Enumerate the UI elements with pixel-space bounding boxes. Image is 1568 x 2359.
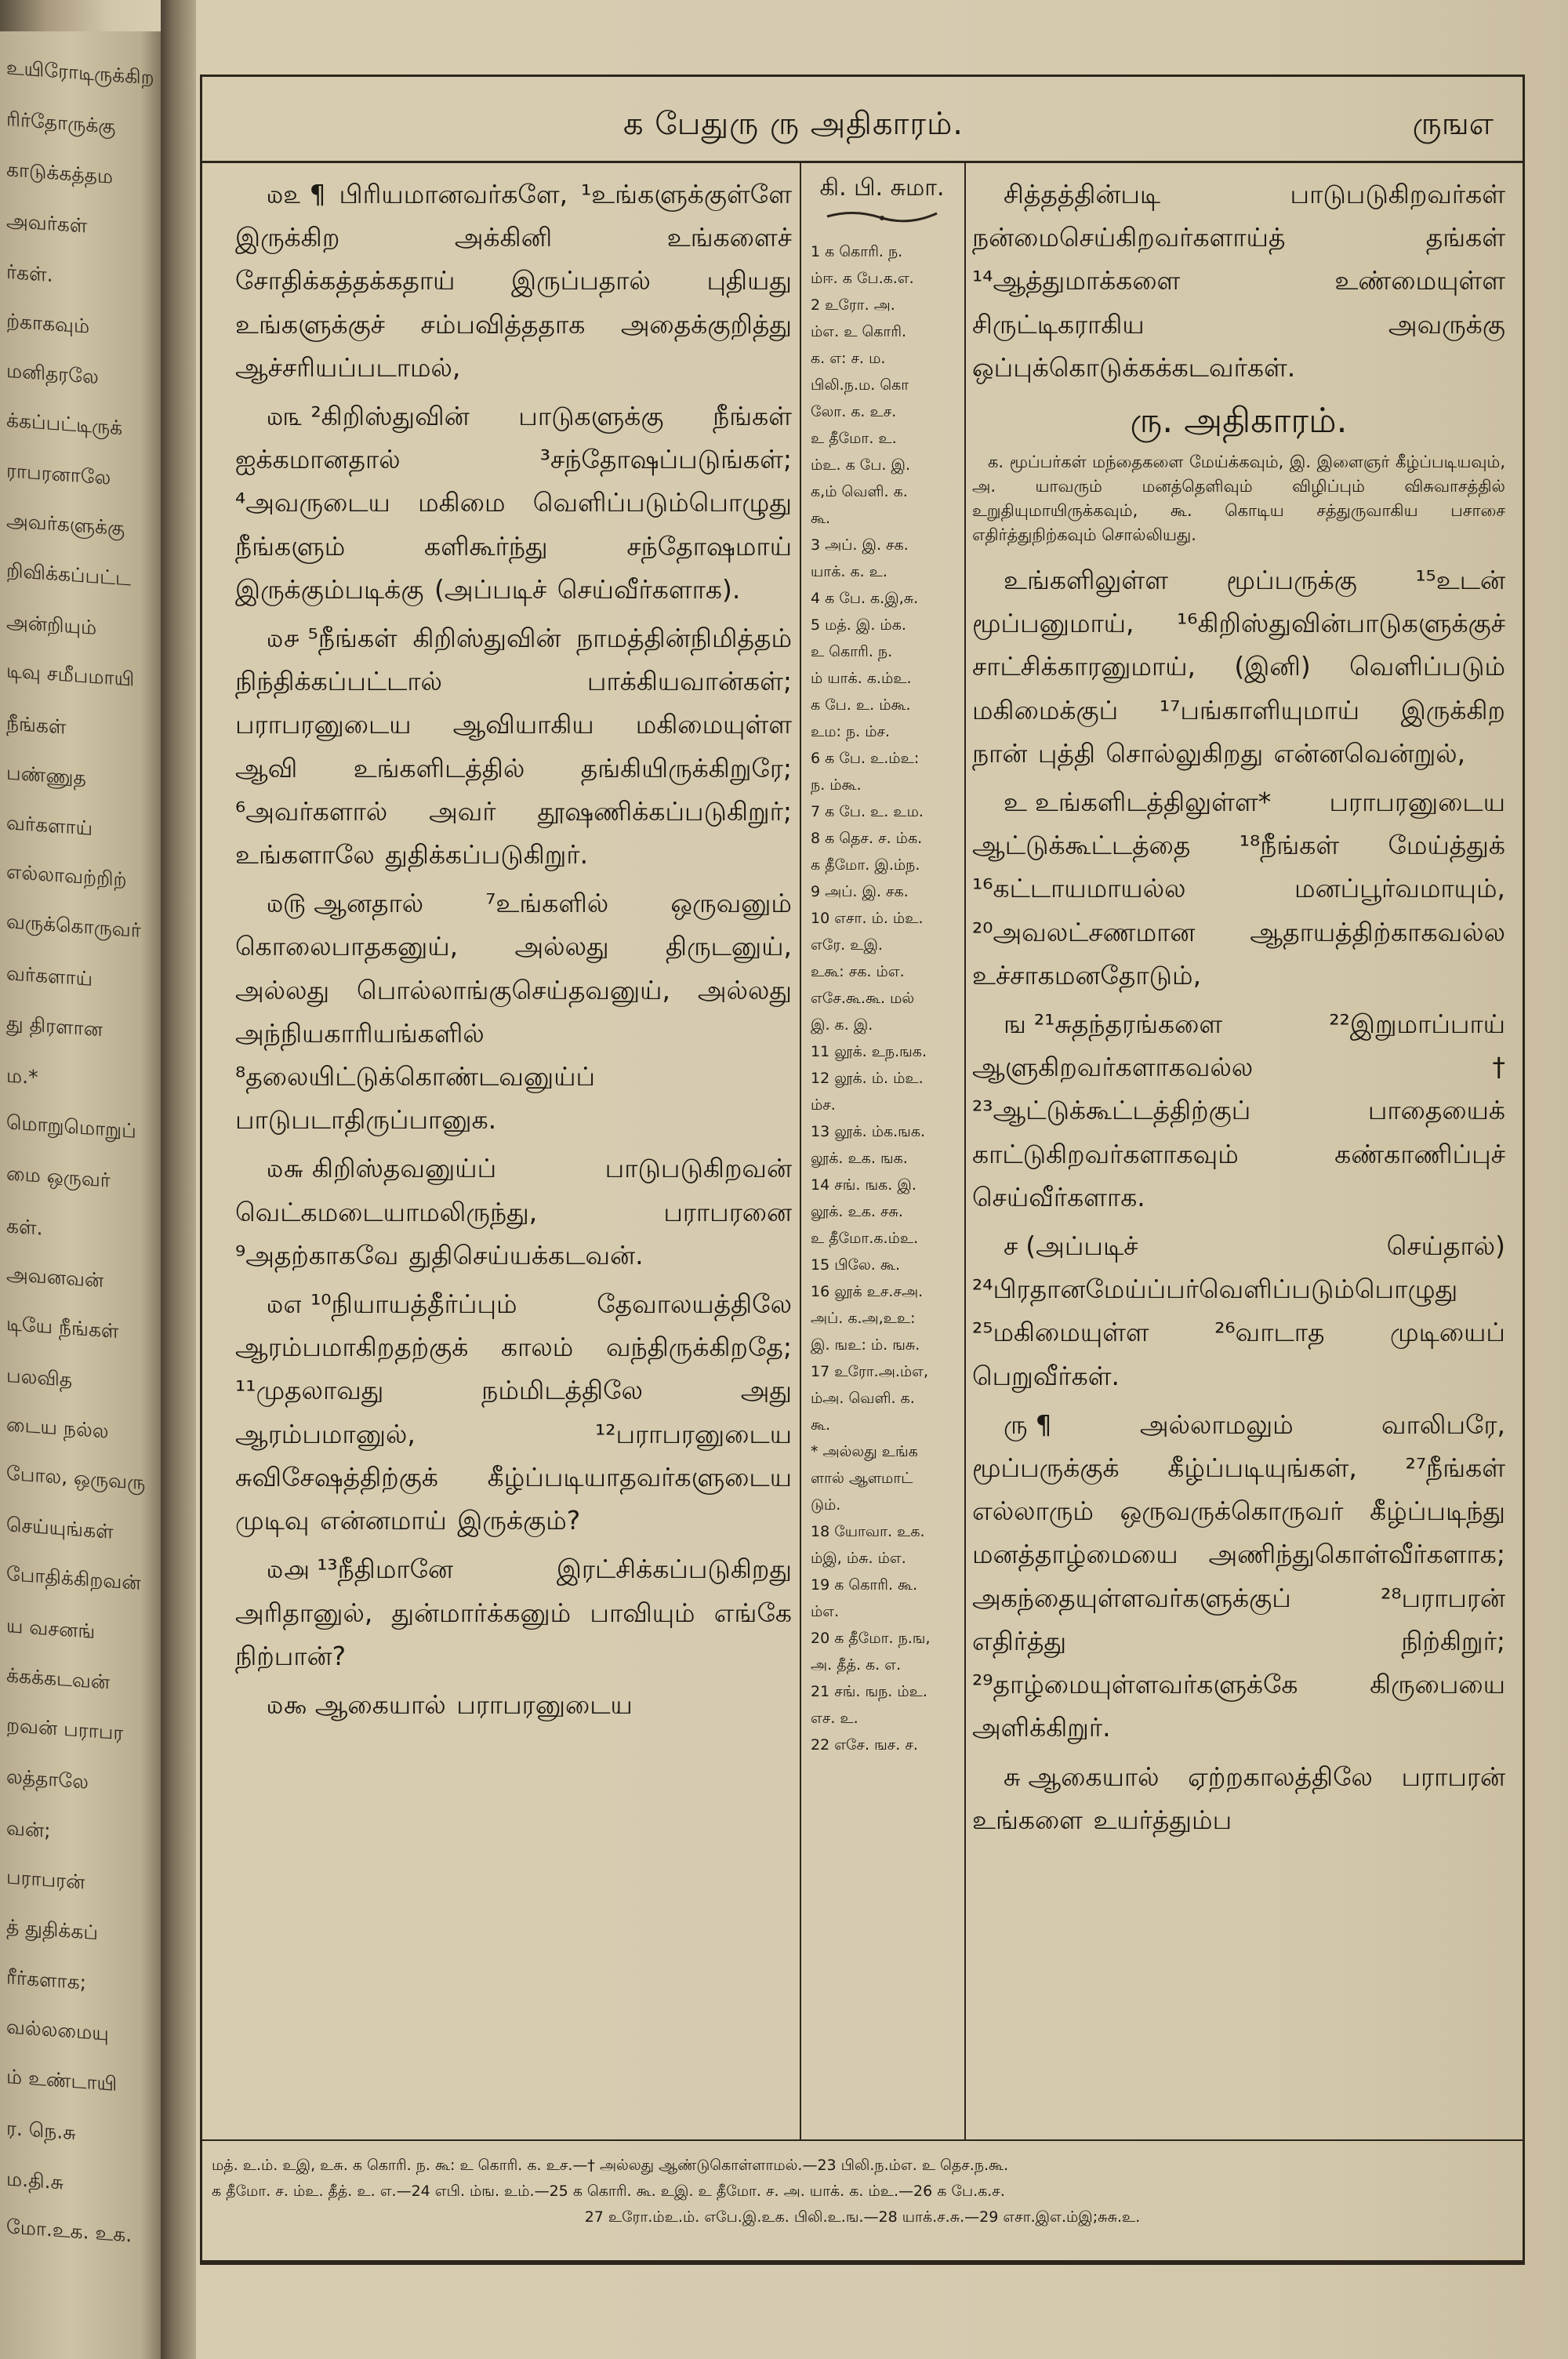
facing-page-text-fragment: எல்லாவற்றிற் — [6, 860, 127, 892]
verse — [235, 1683, 792, 1726]
verse — [972, 1403, 1505, 1750]
facing-page-text-fragment: மொறுமொறுப் — [6, 1110, 136, 1143]
verse-text: ஆகையால் ஏற்றகாலத்திலே பராபரன் உங்களை உயர்த்தும்ப — [972, 1761, 1505, 1835]
cross-reference-entry: 9 அப். இ. சக. — [811, 883, 909, 900]
verse-text: ⁵நீங்கள் கிறிஸ்துவின் நாமத்தின்நிமித்தம் நிந்திக்கப்பட்டால் பாக்கியவான்கள்; பராபரனுடைய ஆவியாகிய மகிமையுள்ள ஆவி உங்களிடத்தில் தங்கியிருக்கிறுரே; ⁶அவர்களால் அவர் தூஷணிக்கப்படுகிறுர்; உங்களாலே துதிக்கப்படுகிறுர். — [235, 623, 792, 871]
cross-reference-entry: எசே.கூ.கூ. மல் — [811, 990, 915, 1007]
verse-text: ஆனதால் ⁷உங்களில் ஒருவனும் கொலைபாதகனுய், அல்லது திருடனுய், அல்லது பொல்லாங்குசெய்தவனுய், அல்லது அந்நியகாரியங்களில் ⁸தலையிட்டுக்கொண்டவனுய்ப் பாடுபடாதிருப்பானுக. — [235, 888, 792, 1136]
cross-reference-entry: 12 லூக். ம். ம்உ. — [811, 1070, 924, 1087]
cross-reference-entry: பிலி.ந.ம. கொ — [811, 376, 909, 394]
verse — [235, 394, 792, 611]
facing-page-text-fragment: க்கப்பட்டிருக் — [6, 408, 123, 440]
verse — [235, 1282, 792, 1542]
cross-reference-entry: 19 க கொரி. கூ. — [811, 1576, 918, 1594]
cross-reference-entry: 21 சங். ஙந. ம்உ. — [811, 1683, 927, 1700]
cross-reference-entry: 18 யோவா. உக. — [811, 1523, 925, 1540]
cross-reference-entry: 8 க தெச. ச. ம்க. — [811, 830, 923, 847]
cross-reference-entry: ம்ச. — [811, 1096, 836, 1114]
cross-reference-entry: கூ. — [811, 510, 831, 527]
verse-text: உங்களிலுள்ள மூப்பருக்கு ¹⁵உடன் மூப்பனுமாய், ¹⁶கிறிஸ்துவின்பாடுகளுக்குச் சாட்சிக்காரனுமாய், (இனி) வெளிப்படும் மகிமைக்குப் ¹⁷பங்காளியுமாய் இருக்கிற நான் புத்தி சொல்லுகிறது என்னவென்றுல், — [972, 565, 1505, 769]
facing-page-text-fragment: து திரளான — [6, 1011, 103, 1041]
verse — [235, 1147, 792, 1277]
verse — [972, 1002, 1505, 1219]
cross-reference-entry: ம்ஈ. க பே.க.எ. — [811, 270, 914, 287]
verse-text: ¹³நீதிமானே இரட்சிக்கப்படுகிறது அரிதானுல், துன்மார்க்கனும் பாவியும் எங்கே நிற்பான்? — [235, 1554, 792, 1671]
facing-page-text-fragment: வல்லமையு — [6, 2015, 109, 2045]
facing-page-text-fragment: பண்ணுத — [6, 761, 86, 790]
facing-page-text-fragment: ரிர்தோருக்கு — [6, 107, 116, 138]
facing-page-text-fragment: கள். — [6, 1214, 43, 1240]
verse-number: ௰௯ — [267, 1688, 307, 1720]
verse-text: உங்களிடத்திலுள்ள* பராபரனுடைய ஆட்டுக்கூட்டத்தை ¹⁸நீங்கள் மேய்த்துக் ¹⁶கட்டாயமாயல்ல மனப்பூர்வமாயும், ²⁰அவலட்சணமான ஆதாயத்திற்காகவல்ல உச்சாகமனதோடும், — [972, 787, 1505, 990]
verse-number: சு — [1004, 1761, 1021, 1792]
verse-number: ச — [1004, 1230, 1018, 1262]
verse-text: சித்தத்தின்படி பாடுபடுகிறவர்கள் நன்மைசெய்கிறவர்களாய்த் தங்கள் ¹⁴ஆத்துமாக்களை உண்மையுள்ள சிருட்டிகராகிய அவருக்கு ஒப்புக்கொடுக்கக்கடவர்கள். — [972, 179, 1505, 383]
chapter-heading: ரு. அதிகாரம். — [1130, 401, 1348, 442]
cross-reference-entry: 22 எசே. ஙச. ச. — [811, 1736, 918, 1754]
facing-page-edge — [0, 31, 169, 2359]
cross-reference-entry: 4 க பே. க.இ,சு. — [811, 590, 919, 607]
verse-text: (அப்படிச் செய்தால்) ²⁴பிரதானமேய்ப்பர்வெளிப்படும்பொழுது ²⁵மகிமையுள்ள ²⁶வாடாத முடியைப் பெறுவீர்கள். — [972, 1230, 1505, 1391]
frame-border-right — [1523, 75, 1525, 2263]
facing-page-text-fragment: றவன் பராபர — [6, 1713, 124, 1745]
facing-page-text-fragment: ர. நெ.சு — [6, 2116, 76, 2145]
verse-number: ௰௪ — [267, 623, 300, 654]
verse-text: கிறிஸ்தவனுய்ப் பாடுபடுகிறவன் வெட்கமடையாமலிருந்து, பராபரனை ⁹அதற்காகவே துதிசெய்யக்கடவன். — [235, 1153, 792, 1270]
bible-page — [200, 75, 1525, 2263]
cross-reference-entry: அப். க.அ,உஉ: — [811, 1310, 916, 1327]
verse-number: ௰௮ — [267, 1554, 310, 1585]
verse-text: ¹⁰நியாயத்தீர்ப்பும் தேவாலயத்திலே ஆரம்பமாகிறதற்குக் காலம் வந்திருக்கிறதே; ¹¹முதலாவது நம்மிடத்திலே அது ஆரம்பமானுல், ¹²பராபரனுடைய சுவிசேஷத்திற்குக் கீழ்ப்படியாதவர்களுடைய முடிவு என்னமாய் இருக்கும்? — [235, 1289, 792, 1536]
cross-reference-entry: 11 லூக். உந.ஙக. — [811, 1043, 927, 1060]
cross-reference-column — [800, 173, 964, 1760]
facing-page-text-fragment: மனிதரலே — [6, 358, 99, 389]
verse-text: ²கிறிஸ்துவின் பாடுகளுக்கு நீங்கள் ஐக்கமானதால் ³சந்தோஷப்படுங்கள்; ⁴அவருடைய மகிமை வெளிப்படும்பொழுது நீங்களும் களிகூர்ந்து சந்தோஷமாய் இருக்கும்படிக்கு (அப்படிச் செய்வீர்களாக). — [235, 401, 792, 605]
cross-reference-entry: டும். — [811, 1496, 841, 1514]
facing-page-text-fragment: அவர்களுக்கு — [6, 508, 125, 540]
cross-reference-entry: 15 பிலே. கூ. — [811, 1256, 900, 1274]
verse-text: ஆகையால் பராபரனுடைய — [314, 1688, 633, 1720]
cross-reference-entry: 2 உரோ. அ. — [811, 296, 895, 314]
cross-reference-entry: யாக். க. உ. — [811, 563, 887, 580]
cross-reference-entry: உ தீமோ.க.ம்உ. — [811, 1230, 919, 1247]
facing-page-text-fragment: போதிக்கிறவன் — [6, 1562, 141, 1594]
left-text-column — [235, 173, 792, 1732]
cross-reference-entry: லோ. க. உச. — [811, 403, 897, 420]
page-header — [200, 75, 1525, 161]
facing-page-text-fragment: ம.* — [6, 1063, 38, 1089]
cross-reference-title: கி. பி. சுமா. — [819, 174, 945, 202]
verse-number: ௰௩ — [267, 401, 303, 432]
facing-page-text-fragment: ராபரனாலே — [6, 459, 111, 489]
cross-reference-entry: ளால் ஆளமாட் — [811, 1470, 913, 1487]
facing-page-text-fragment: லத்தாலே — [6, 1765, 89, 1794]
cross-reference-list — [800, 240, 964, 1757]
cross-reference-entry: லூக். உக. ஙக. — [811, 1150, 908, 1167]
facing-page-text-fragment: ரீர்களாக; — [6, 1965, 87, 1994]
cross-reference-entry: எச. உ. — [811, 1710, 858, 1727]
verses-before-chapter — [972, 173, 1505, 389]
verse-number: ரு — [1004, 1408, 1028, 1440]
verse — [972, 1755, 1505, 1841]
right-text-column — [972, 173, 1505, 1847]
cross-reference-entry: உம: ந. ம்ச. — [811, 723, 891, 740]
verse-number: ங — [1004, 1009, 1026, 1040]
cross-reference-entry: 3 அப். இ. சக. — [811, 536, 909, 554]
facing-page-text-fragment: டிவு சமீபமாயி — [6, 659, 135, 691]
cross-reference-entry: ம்எ. — [811, 1603, 840, 1620]
cross-reference-entry: 5 மத். இ. ம்க. — [811, 616, 906, 634]
running-title: க பேதுரு ரு அதிகாரம். — [623, 106, 964, 142]
cross-reference-entry: ம் யாக். க.ம்உ. — [811, 670, 912, 687]
cross-reference-entry: எரே. உஇ. — [811, 936, 883, 954]
footnotes — [212, 2153, 1513, 2230]
facing-page-text-fragment: ர்கள். — [6, 260, 53, 287]
cross-reference-entry: உகூ: சக. ம்எ. — [811, 963, 905, 980]
verse — [972, 558, 1505, 775]
footnote-line: க தீமோ. ச. ம்உ. தீத். உ. எ.—24 எபி. ம்ங. உம்.—25 க கொரி. கூ. உஇ. உ தீமோ. ச. அ. யாக். க. ம்உ.—26 க பே.க.ச. — [212, 2183, 1005, 2200]
facing-page-text-fragment: த் துதிக்கப் — [6, 1914, 98, 1945]
facing-page-text-fragment: வர்களாய் — [6, 961, 93, 990]
cross-reference-entry: இ. ஙஉ: ம். ஙசு. — [811, 1336, 920, 1354]
verse — [235, 881, 792, 1141]
cross-reference-entry: க தீமோ. இ.ம்ந. — [811, 856, 920, 874]
cross-reference-entry: அ. தீத். க. எ. — [811, 1656, 902, 1674]
cross-reference-entry: 7 க பே. உ. உம. — [811, 803, 924, 820]
facing-page-text-fragment: றிவிக்கப்பட்ட — [6, 558, 131, 591]
verse-text: ¶ பிரியமானவர்களே, ¹உங்களுக்குள்ளே இருக்கிற அக்கினி உங்களைச் சோதிக்கத்தக்கதாய் இருப்பதால் புதியது உங்களுக்குச் சம்பவித்ததாக அதைக்குறித்து ஆச்சரியப்படாமல், — [235, 179, 792, 383]
facing-page-text-fragment: பலவித — [6, 1364, 73, 1391]
verse — [235, 173, 792, 389]
facing-page-text-fragment: க்கக்கடவன் — [6, 1663, 111, 1694]
facing-page-text-fragment: நீங்கள் — [6, 711, 67, 739]
verse-number: ௰௨ — [267, 179, 302, 209]
cross-reference-entry: ந. ம்கூ. — [811, 776, 862, 794]
cross-reference-entry: உ கொரி. ந. — [811, 643, 893, 660]
facing-page-text-fragment: செய்யுங்கள் — [6, 1513, 114, 1543]
verse-text: ¶ அல்லாமலும் வாலிபரே, மூப்பருக்குக் கீழ்ப்படியுங்கள், ²⁷நீங்கள் எல்லாரும் ஒருவருக்கொருவர் கீழ்ப்படிந்து மனத்தாழ்மையை அணிந்துகொள்வீர்களாக; அகந்தையுள்ளவர்களுக்குப் ²⁸பராபரன் எதிர்த்து நிற்கிறுர்; ²⁹தாழ்மையுள்ளவர்களுக்கே கிருபையை அளிக்கிறுர். — [972, 1408, 1505, 1743]
verse — [235, 616, 792, 876]
verse-text: ²¹சுதந்தரங்களை ²²இறுமாப்பாய் ஆளுகிறவர்களாகவல்ல† ²³ஆட்டுக்கூட்டத்திற்குப் பாதையைக் காட்டுகிறவர்களாகவும் கண்காணிப்புச் செய்வீர்களாக. — [972, 1009, 1505, 1212]
facing-page-text-fragment: ய வசனங் — [6, 1614, 96, 1643]
verse — [972, 1224, 1505, 1398]
cross-reference-entry: க,ம் வெளி. க. — [811, 483, 908, 500]
cross-reference-entry: லூக். உக. சசு. — [811, 1203, 903, 1220]
cross-reference-entry: 17 உரோ.அ.ம்எ, — [811, 1363, 929, 1380]
cross-reference-entry: இ. க. இ. — [811, 1016, 873, 1034]
cross-reference-entry: ம்இ, ம்சு. ம்எ. — [811, 1550, 906, 1567]
cross-reference-entry: 16 லூக் உச.சஅ. — [811, 1283, 924, 1300]
facing-page-text-fragment: அன்றியும் — [6, 609, 97, 640]
cross-reference-entry: 1 க கொரி. ந. — [811, 243, 903, 260]
verses-after-chapter — [972, 558, 1505, 1841]
facing-page-text-fragment: டைய நல்ல — [6, 1412, 109, 1443]
cross-reference-entry: க. எ: ச. ம. — [811, 350, 886, 367]
cross-reference-entry: 14 சங். ஙக. இ. — [811, 1176, 916, 1194]
verse — [972, 173, 1505, 389]
book-gutter — [161, 0, 196, 2359]
facing-page-text-fragment: மோ.உக. உக. — [6, 2215, 132, 2247]
footnote-line: 27 உரோ.ம்உ.ம். எபே.இ.உக. பிலி.உ.ங.—28 யாக்.ச.சு.—29 எசா.இஎ.ம்இ;சுசு.உ. — [584, 2208, 1141, 2226]
facing-page-text-fragment: ம.தி.சு — [6, 2167, 64, 2194]
cross-reference-entry: 13 லூக். ம்க.ஙக. — [811, 1123, 926, 1140]
facing-page-text-fragment: வருக்கொருவர் — [6, 909, 141, 943]
facing-page-text-fragment: டியே நீங்கள் — [6, 1311, 119, 1343]
footnote-line: மத். உ.ம். உஇ, உசு. க கொரி. ந. கூ: உ கொரி. க. உச.—† அல்லது ஆண்டுகொள்ளாமல்.—23 பிலி.ந.ம்எ. உ தெச.ந.கூ. — [212, 2157, 1009, 2174]
footnote-rule — [200, 2139, 1525, 2141]
facing-page-text-fragment: வர்களாய் — [6, 811, 93, 840]
facing-page-text-fragment: ம் உண்டாயி — [6, 2065, 118, 2095]
cross-reference-entry: ம்அ. வெளி. க. — [811, 1390, 915, 1407]
verse-number: ௰௬ — [267, 1153, 305, 1184]
verse — [235, 1547, 792, 1677]
verse-number: ௰௫ — [267, 888, 307, 919]
facing-page-text-fragment: உயிரோடிருக்கிற — [6, 56, 154, 89]
facing-page-text-fragment: வன்; — [6, 1816, 51, 1842]
cross-reference-entry: கூ. — [811, 1416, 831, 1434]
cross-reference-entry: 20 க தீமோ. ந.ங, — [811, 1630, 931, 1647]
cross-reference-entry: 6 க பே. உ.ம்உ: — [811, 750, 920, 767]
facing-page-text-fragment: அவனவன் — [6, 1262, 104, 1292]
ornament-icon — [823, 207, 941, 226]
cross-reference-entry: ம்உ. க பே. இ. — [811, 456, 911, 474]
column-divider-right — [964, 163, 966, 2139]
facing-page-text-fragment: பராபரன் — [6, 1865, 85, 1894]
frame-border-left — [200, 75, 202, 2263]
chapter-summary: க. மூப்பர்கள் மந்தைகளை மேய்க்கவும், இ. இளைஞர் கீழ்ப்படியவும், அ. யாவரும் மனத்தெளிவும் விழிப்பும் விசுவாசத்தில் உறுதியுமாயிருக்கவும், கூ. கொடிய சத்துருவாகிய பசாசை எதிர்த்துநிற்கவும் சொல்லியது. — [972, 453, 1505, 545]
verse — [972, 780, 1505, 997]
cross-reference-entry: ம்எ. உ கொரி. — [811, 323, 907, 340]
cross-reference-entry: * அல்லது உங்க — [811, 1443, 918, 1460]
header-rule — [200, 161, 1525, 163]
facing-page-text-fragment: அவர்கள் — [6, 209, 88, 238]
facing-page-text-fragment: காடுக்கத்தம — [6, 158, 114, 188]
facing-page-text-fragment: மை ஒருவர் — [6, 1161, 111, 1192]
verse-number: உ — [1004, 787, 1027, 818]
cross-reference-entry: க பே. உ. ம்கூ. — [811, 696, 911, 714]
cross-reference-entry: 10 எசா. ம். ம்உ. — [811, 910, 924, 927]
cross-reference-entry: உ தீமோ. உ. — [811, 430, 897, 447]
bottom-rule — [200, 2263, 1525, 2265]
page-number: ருஙஎ — [1412, 106, 1494, 142]
verse-number: ௰௭ — [267, 1289, 303, 1320]
facing-page-text-fragment: ற்காகவும் — [6, 309, 90, 338]
facing-page-text-fragment: போல, ஒருவரு — [6, 1461, 146, 1495]
